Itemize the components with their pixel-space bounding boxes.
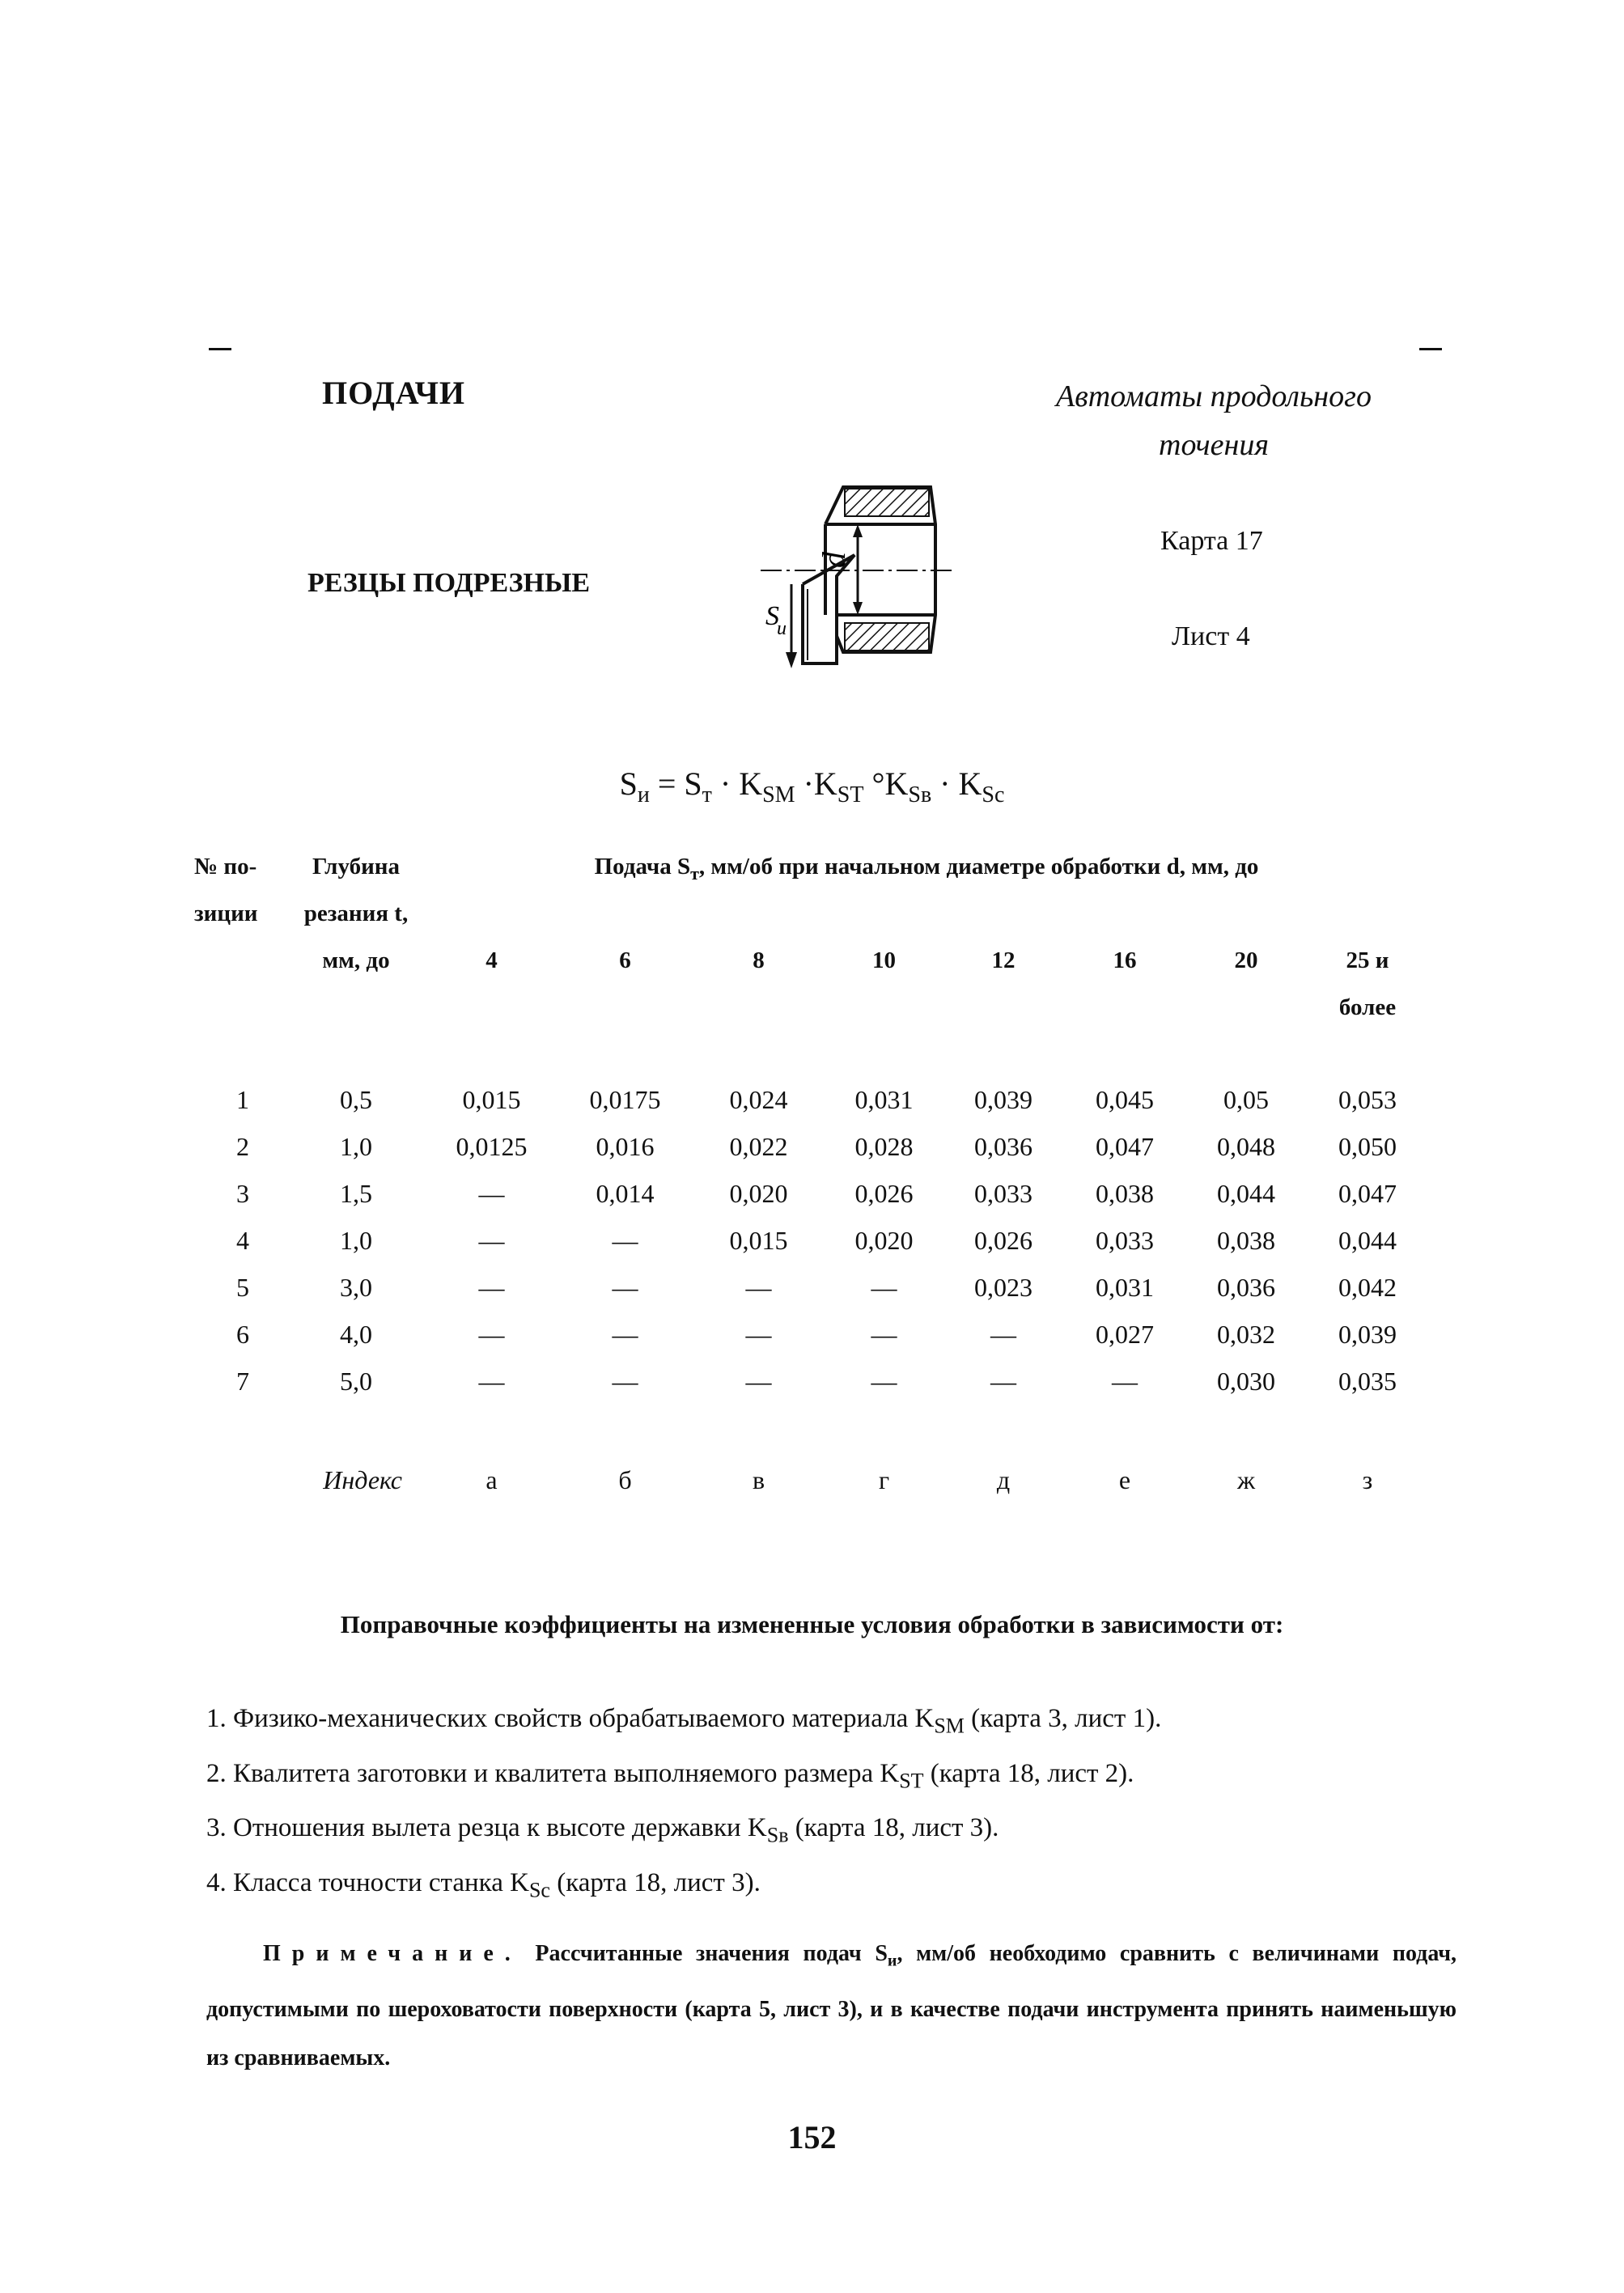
feed-value-cell: 0,033	[974, 1179, 1032, 1208]
table-header-row	[194, 854, 1428, 901]
feed-table	[194, 854, 1428, 1512]
formula-k-sc: K	[958, 765, 982, 802]
position-cell: 6	[236, 1320, 249, 1349]
index-label: Индекс	[323, 1465, 402, 1494]
depth-cell: 0,5	[340, 1085, 372, 1114]
position-cell: 2	[236, 1132, 249, 1161]
feed-value-cell: 0,048	[1217, 1132, 1275, 1161]
table-row	[194, 1273, 1428, 1320]
correction-ref: (карта 18, лист 3).	[549, 1867, 761, 1897]
correction-ref: (карта 3, лист 1).	[964, 1704, 1162, 1733]
feed-value-cell: —	[871, 1320, 897, 1349]
feed-value-cell: 0,0175	[589, 1085, 661, 1114]
feed-value-cell: —	[612, 1226, 638, 1255]
feed-value-cell: 0,039	[974, 1085, 1032, 1114]
card-number: Карта 17	[1160, 526, 1263, 556]
formula-k-sc-sub: Sc	[982, 782, 1005, 807]
formula-lhs: S	[619, 765, 638, 802]
correction-item	[206, 1695, 1161, 1750]
formula-k-sm: K	[739, 765, 763, 802]
feed-value-cell: —	[745, 1320, 772, 1349]
note-text-pre: Рассчитанные значения подач S	[521, 1941, 888, 1966]
header-position-2: зиции	[194, 901, 258, 926]
formula-k-st: K	[813, 765, 837, 802]
index-cell: б	[618, 1465, 632, 1494]
correction-ref: (карта 18, лист 2).	[923, 1758, 1134, 1788]
header-depth-1: Глубина	[312, 854, 400, 879]
formula-k-sv: K	[884, 765, 909, 802]
correction-text: 2. Квалитета заготовки и квалитета выполняемого размера K	[206, 1758, 900, 1788]
feed-value-cell: —	[1112, 1367, 1138, 1396]
feed-value-cell: 0,031	[854, 1085, 914, 1114]
feed-value-cell: —	[478, 1179, 505, 1208]
formula-equals: =	[649, 765, 685, 802]
feed-value-cell: 0,038	[1217, 1226, 1275, 1255]
note-sub: и	[887, 1952, 897, 1970]
feed-label: S	[765, 601, 779, 631]
formula-lhs-sub: и	[637, 782, 650, 807]
diameter-cell: 6	[619, 947, 631, 973]
diameter-label: d	[816, 552, 852, 568]
feed-value-cell: 0,015	[729, 1226, 788, 1255]
table-row	[194, 1320, 1428, 1367]
diameter-cell: 12	[991, 947, 1016, 973]
feed-value-cell: —	[478, 1320, 505, 1349]
feed-value-cell: 0,047	[1338, 1179, 1397, 1208]
correction-sub: Sв	[766, 1823, 789, 1847]
feed-value-cell: 0,053	[1338, 1085, 1397, 1114]
index-cell: ж	[1236, 1465, 1256, 1494]
feed-value-cell: 0,044	[1217, 1179, 1275, 1208]
table-body	[194, 1085, 1428, 1414]
correction-item	[206, 1859, 1161, 1914]
feed-value-cell: 0,036	[974, 1132, 1032, 1161]
feed-label-sub: и	[777, 618, 787, 639]
depth-cell: 1,0	[340, 1132, 372, 1161]
feed-value-cell: —	[871, 1367, 897, 1396]
header-feed-sub: т	[690, 863, 699, 884]
corner-mark-right	[1419, 348, 1442, 350]
correction-sub: SM	[934, 1714, 965, 1738]
index-cell: д	[996, 1465, 1011, 1494]
table-header-row	[194, 901, 1428, 947]
page-title: ПОДАЧИ	[322, 375, 466, 411]
feed-value-cell: 0,022	[729, 1132, 788, 1161]
index-row	[194, 1465, 1428, 1512]
table-row	[194, 1226, 1428, 1273]
feed-value-cell: 0,036	[1217, 1273, 1275, 1302]
corrections-title: Поправочные коэффициенты на измененные условия обработки в зависимости от:	[340, 1610, 1284, 1638]
feed-value-cell: 0,047	[1096, 1132, 1154, 1161]
feed-value-cell: 0,042	[1338, 1273, 1397, 1302]
facing-tool-diagram	[688, 477, 979, 672]
index-cell: е	[1118, 1465, 1131, 1494]
correction-ref: (карта 18, лист 3).	[788, 1813, 999, 1843]
feed-value-cell: 0,0125	[456, 1132, 528, 1161]
index-cell: в	[752, 1465, 765, 1494]
formula-k-st-sub: ST	[837, 782, 864, 807]
feed-value-cell: 0,050	[1338, 1132, 1397, 1161]
position-cell: 1	[236, 1085, 249, 1114]
formula-dot: °	[871, 765, 885, 802]
correction-sub: Sc	[528, 1878, 550, 1902]
correction-text: 4. Класса точности станка K	[206, 1867, 529, 1897]
tool-name: РЕЗЦЫ ПОДРЕЗНЫЕ	[307, 568, 591, 598]
formula-dot: ·	[803, 765, 814, 802]
feed-value-cell: —	[990, 1320, 1016, 1349]
feed-value-cell: 0,026	[974, 1226, 1032, 1255]
diameter-cell: 20	[1234, 947, 1258, 973]
feed-value-cell: —	[745, 1273, 772, 1302]
diameter-cell: 16	[1113, 947, 1137, 973]
diameter-cell: 10	[872, 947, 896, 973]
table-diameter-extra-row	[194, 994, 1428, 1085]
diameter-cell: 25 и	[1346, 947, 1389, 973]
position-cell: 3	[236, 1179, 249, 1208]
note	[206, 1930, 1457, 2083]
feed-formula	[0, 765, 1624, 808]
feed-value-cell: —	[871, 1273, 897, 1302]
machine-type-line2: точения	[1159, 428, 1269, 462]
feed-value-cell: 0,030	[1217, 1367, 1275, 1396]
position-cell: 5	[236, 1273, 249, 1302]
depth-cell: 3,0	[340, 1273, 372, 1302]
formula-k-sm-sub: SM	[762, 782, 795, 807]
feed-value-cell: —	[990, 1367, 1016, 1396]
correction-sub: ST	[899, 1769, 924, 1793]
machine-type-line1: Автоматы продольного	[1056, 379, 1372, 413]
depth-cell: 1,5	[340, 1179, 372, 1208]
header-blank	[194, 947, 287, 994]
sheet-number: Лист 4	[1172, 621, 1250, 651]
feed-value-cell: 0,014	[596, 1179, 655, 1208]
feed-value-cell: 0,027	[1096, 1320, 1154, 1349]
page-number: 152	[787, 2119, 837, 2155]
feed-value-cell: —	[478, 1226, 505, 1255]
diameter-cell: 4	[486, 947, 498, 973]
note-text-post: , мм/об необходимо сравнить с величинами подач, допустимыми по шероховатости поверхности (карта 5, лист 3), и в качестве подачи инструмента принять наименьшую из сравниваемых.	[206, 1941, 1457, 2070]
feed-value-cell: —	[745, 1367, 772, 1396]
feed-value-cell: 0,020	[854, 1226, 914, 1255]
feed-value-cell: 0,032	[1217, 1320, 1275, 1349]
feed-value-cell: 0,05	[1223, 1085, 1269, 1114]
correction-text: 1. Физико-механических свойств обрабатываемого материала K	[206, 1704, 935, 1733]
header-feed-post: , мм/об при начальном диаметре обработки d, мм, до	[698, 854, 1259, 879]
index-cell: а	[486, 1465, 498, 1494]
formula-k-sv-sub: Sв	[908, 782, 932, 807]
feed-value-cell: 0,033	[1096, 1226, 1154, 1255]
position-cell: 7	[236, 1367, 249, 1396]
feed-value-cell: 0,015	[462, 1085, 521, 1114]
header-blank	[425, 901, 1428, 947]
feed-value-cell: 0,026	[854, 1179, 914, 1208]
depth-cell: 1,0	[340, 1226, 372, 1255]
feed-value-cell: 0,039	[1338, 1320, 1397, 1349]
position-cell: 4	[236, 1226, 249, 1255]
feed-value-cell: 0,045	[1096, 1085, 1154, 1114]
feed-value-cell: —	[612, 1320, 638, 1349]
feed-value-cell: —	[612, 1367, 638, 1396]
table-row	[194, 1132, 1428, 1179]
machine-type	[1028, 372, 1400, 469]
formula-dot: ·	[719, 765, 731, 802]
feed-value-cell: 0,031	[1096, 1273, 1154, 1302]
formula-s-t-sub: т	[702, 782, 712, 807]
correction-item	[206, 1750, 1161, 1805]
header-depth-3: мм, до	[322, 947, 390, 973]
correction-text: 3. Отношения вылета резца к высоте державки K	[206, 1813, 767, 1843]
formula-s-t: S	[684, 765, 702, 802]
table-row	[194, 1179, 1428, 1226]
table-spacer-row	[194, 1414, 1428, 1465]
feed-value-cell: 0,038	[1096, 1179, 1154, 1208]
header-feed	[425, 854, 1428, 901]
correction-item	[206, 1804, 1161, 1859]
corner-mark-left	[209, 348, 231, 350]
header-feed-pre: Подача S	[594, 854, 691, 879]
header-blank	[194, 994, 1307, 1085]
spacer-cell	[194, 1414, 1428, 1465]
header-position-1: № по-	[194, 854, 257, 879]
diameter-cell: 8	[753, 947, 765, 973]
feed-value-cell: 0,020	[729, 1179, 788, 1208]
formula-dot: ·	[939, 765, 951, 802]
feed-value-cell: 0,028	[854, 1132, 914, 1161]
depth-cell: 5,0	[340, 1367, 372, 1396]
diameter-extra: более	[1338, 994, 1397, 1020]
index-cell: г	[878, 1465, 890, 1494]
feed-value-cell: —	[612, 1273, 638, 1302]
table-diameter-row	[194, 947, 1428, 994]
index-cell: з	[1362, 1465, 1373, 1494]
depth-cell: 4,0	[340, 1320, 372, 1349]
feed-value-cell: 0,023	[974, 1273, 1032, 1302]
corrections-list	[206, 1695, 1161, 1914]
feed-value-cell: 0,024	[729, 1085, 788, 1114]
feed-value-cell: 0,044	[1338, 1226, 1397, 1255]
feed-value-cell: —	[478, 1273, 505, 1302]
table-row	[194, 1085, 1428, 1132]
note-label: Примечание.	[263, 1941, 522, 1966]
feed-value-cell: —	[478, 1367, 505, 1396]
feed-value-cell: 0,016	[596, 1132, 655, 1161]
table-row	[194, 1367, 1428, 1414]
header-depth-2: резания t,	[303, 901, 409, 926]
feed-value-cell: 0,035	[1338, 1367, 1397, 1396]
